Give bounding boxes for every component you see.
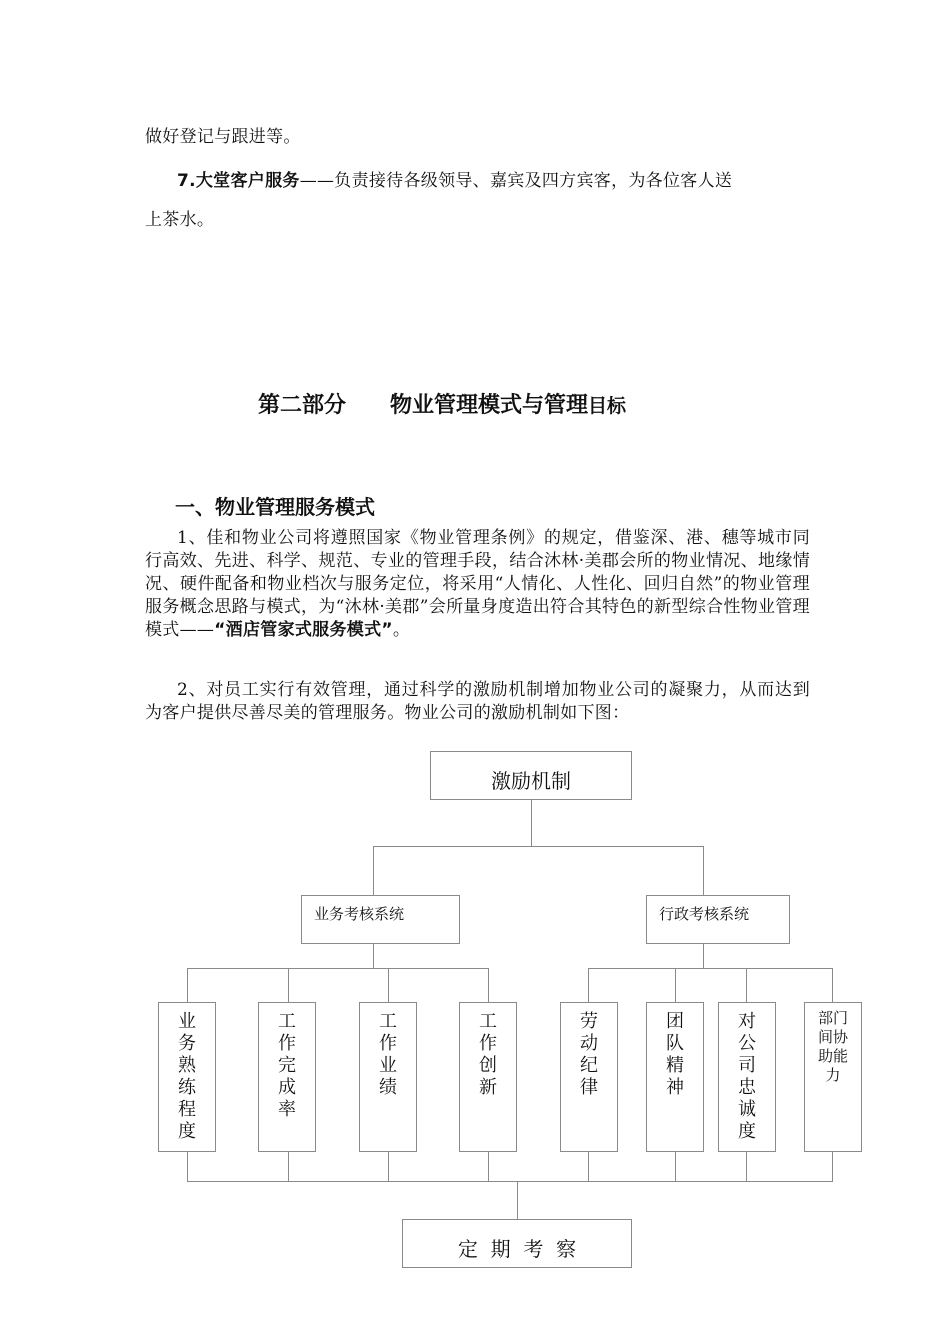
part-number: 第二部分: [258, 393, 347, 418]
part-title-tail: 目标: [588, 395, 627, 417]
connector: [746, 968, 747, 1002]
item7-label: 7.大堂客户服务: [177, 171, 300, 191]
leaf-label: 对 公 司 忠 诚 度: [738, 1011, 756, 1142]
connector: [388, 1152, 389, 1181]
leaf-box-team-spirit: [646, 1002, 704, 1152]
connector: [588, 968, 589, 1002]
connector: [373, 846, 374, 895]
paragraph-1-bold: “酒店管家式服务模式”: [214, 620, 393, 640]
continuation-line: 做好登记与跟进等。: [145, 127, 301, 147]
connector: [288, 1152, 289, 1181]
connector: [517, 1181, 518, 1219]
connector: [588, 1152, 589, 1181]
connector: [832, 1152, 833, 1181]
periodic-review-box: [402, 1219, 632, 1268]
connector: [488, 968, 489, 1002]
connector: [531, 800, 532, 846]
leaf-box-business-proficiency: [158, 1002, 216, 1152]
connector: [373, 944, 374, 968]
connector: [187, 968, 188, 1002]
connector: [675, 1152, 676, 1181]
leaf-label: 劳 动 纪 律: [580, 1011, 598, 1098]
connector: [675, 968, 676, 1002]
leaf-box-labor-discipline: [560, 1002, 618, 1152]
connector: [187, 968, 488, 969]
paragraph-1: [145, 527, 810, 642]
leaf-label: 部门 间协 助能 力: [817, 1009, 848, 1084]
paragraph-2: 2、对员工实行有效管理，通过科学的激励机制增加物业公司的凝聚力，从而达到为客户提供尽善尽美的管理服务。物业公司的激励机制如下图：: [145, 680, 810, 723]
leaf-label: 业 务 熟 练 程 度: [178, 1011, 196, 1142]
connector: [187, 1181, 833, 1182]
connector: [187, 1152, 188, 1181]
leaf-box-work-completion: [258, 1002, 316, 1152]
leaf-label: 工 作 业 绩: [379, 1011, 397, 1098]
leaf-box-interdepartment-cooperation: [804, 1002, 862, 1152]
periodic-review-label: 定 期 考 察: [457, 1237, 577, 1261]
connector: [703, 846, 704, 895]
part-title: 物业管理模式与管理: [390, 393, 589, 418]
leaf-label: 工 作 完 成 率: [278, 1011, 296, 1120]
connector: [373, 846, 704, 847]
business-assessment-box: [301, 895, 460, 944]
part-heading: [258, 388, 626, 419]
item7-text-line1: ——负责接待各级领导、嘉宾及四方宾客，为各位客人送: [299, 171, 733, 191]
paragraph-1-text: 1、佳和物业公司将遵照国家《物业管理条例》的规定，借鉴深、港、穗等城市同行高效、先进、科学、规范、专业的管理手段，结合沐林·美郡会所的物业情况、地缘情况、硬件配备和物业档次与服务定位，将采用“人情化、人性化、回归自然”的物业管理服务概念思路与模式，为“沐林·美郡”会所量身度造出符合其特色的新型综合性物业管理模式——: [145, 528, 810, 640]
diagram-root-box: [430, 751, 632, 800]
leaf-label: 团 队 精 神: [666, 1011, 684, 1098]
leaf-box-company-loyalty: [718, 1002, 776, 1152]
leaf-label: 工 作 创 新: [479, 1011, 497, 1098]
business-assessment-label: 业务考核系统: [314, 905, 405, 923]
connector: [588, 968, 833, 969]
connector: [388, 968, 389, 1002]
section-heading: 一、物业管理服务模式: [175, 495, 375, 519]
item7-paragraph: [145, 162, 810, 240]
paragraph-1-end: 。: [392, 620, 411, 640]
leaf-box-work-innovation: [459, 1002, 517, 1152]
diagram-root-label: 激励机制: [491, 769, 571, 793]
leaf-box-work-performance: [359, 1002, 417, 1152]
admin-assessment-label: 行政考核系统: [659, 905, 750, 923]
admin-assessment-box: [646, 895, 790, 944]
connector: [746, 1152, 747, 1181]
connector: [288, 968, 289, 1002]
connector: [832, 968, 833, 1002]
connector: [488, 1152, 489, 1181]
connector: [703, 944, 704, 968]
item7-text-line2: 上茶水。: [145, 210, 215, 230]
